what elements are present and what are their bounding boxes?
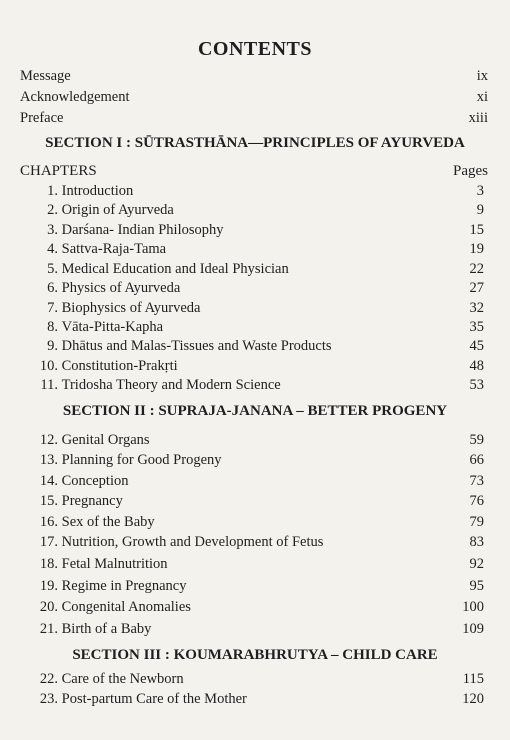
- chapter-title: Care of the Newborn: [61, 671, 184, 687]
- chapter-number: 20.: [39, 599, 58, 615]
- chapter-page: 95: [469, 578, 484, 594]
- chapter-page: 27: [469, 280, 484, 296]
- chapter-title: Vāta-Pitta-Kapha: [61, 319, 164, 335]
- chapter-row: [38, 578, 484, 595]
- pages-label: Pages: [453, 163, 488, 179]
- front-matter-label: Preface: [20, 110, 64, 126]
- chapter-row: [38, 222, 484, 239]
- chapter-row: [38, 556, 484, 573]
- chapter-page: 22: [469, 261, 484, 277]
- chapter-number: 23.: [39, 691, 58, 707]
- chapter-number: 16.: [39, 514, 58, 530]
- page-title: CONTENTS: [197, 38, 313, 60]
- chapter-number: 4.: [47, 241, 58, 257]
- chapter-row: [38, 671, 484, 688]
- front-matter-row: [20, 89, 488, 106]
- chapter-number: 21.: [39, 621, 58, 637]
- chapter-page: 109: [462, 621, 484, 637]
- chapter-row: [38, 621, 484, 638]
- chapter-title: Sex of the Baby: [61, 514, 155, 530]
- chapter-row: [38, 338, 484, 355]
- chapter-row: [38, 377, 484, 394]
- chapter-page: 19: [469, 241, 484, 257]
- chapter-page: 45: [469, 338, 484, 354]
- front-matter-label: Acknowledgement: [20, 89, 130, 105]
- chapter-number: 1.: [47, 183, 58, 199]
- chapter-title: Regime in Pregnancy: [61, 578, 187, 594]
- chapter-row: [38, 452, 484, 469]
- chapter-page: 66: [469, 452, 484, 468]
- chapter-row: [38, 473, 484, 490]
- chapter-number: 3.: [47, 222, 58, 238]
- chapter-row: [38, 300, 484, 317]
- chapter-page: 115: [462, 671, 484, 687]
- chapter-title: Physics of Ayurveda: [61, 280, 181, 296]
- chapter-row: [38, 514, 484, 531]
- chapter-row: [38, 261, 484, 278]
- chapter-row: [38, 358, 484, 375]
- chapter-page: 120: [462, 691, 484, 707]
- chapter-title: Genital Organs: [61, 432, 150, 448]
- chapter-page: 9: [476, 202, 484, 218]
- chapter-number: 10.: [39, 358, 58, 374]
- chapter-row: [38, 280, 484, 297]
- chapter-page: 59: [469, 432, 484, 448]
- chapters-label: CHAPTERS: [20, 163, 97, 179]
- front-matter-label: Message: [20, 68, 71, 84]
- chapter-page: 92: [469, 556, 484, 572]
- front-matter-row: [20, 110, 488, 127]
- chapter-page: 15: [469, 222, 484, 238]
- chapter-title: Post-partum Care of the Mother: [61, 691, 247, 707]
- chapter-title: Biophysics of Ayurveda: [61, 300, 201, 316]
- chapter-page: 48: [469, 358, 484, 374]
- chapter-title: Planning for Good Progeny: [61, 452, 222, 468]
- chapter-title: Nutrition, Growth and Development of Fetus: [61, 534, 324, 550]
- chapter-number: 8.: [47, 319, 58, 335]
- chapter-number: 5.: [47, 261, 58, 277]
- chapter-number: 13.: [39, 452, 58, 468]
- chapter-page: 73: [469, 473, 484, 489]
- chapter-title: Conception: [61, 473, 129, 489]
- section-heading: SECTION I : SŪTRASTHĀNA—PRINCIPLES OF AYURVEDA: [45, 135, 465, 151]
- chapter-page: 79: [469, 514, 484, 530]
- section-heading: SECTION III : KOUMARABHRUTYA – CHILD CARE: [72, 647, 438, 663]
- chapter-row: [38, 241, 484, 258]
- front-matter-page: xiii: [468, 110, 488, 126]
- chapter-title: Sattva-Raja-Tama: [61, 241, 167, 257]
- chapter-row: [38, 432, 484, 449]
- chapter-row: [38, 534, 484, 551]
- chapter-number: 9.: [47, 338, 58, 354]
- chapter-row: [38, 202, 484, 219]
- front-matter-row: [20, 68, 488, 85]
- chapter-number: 15.: [39, 493, 58, 509]
- chapters-header: [20, 163, 488, 180]
- chapter-title: Birth of a Baby: [61, 621, 152, 637]
- chapter-row: [38, 319, 484, 336]
- chapter-row: [38, 183, 484, 200]
- chapter-page: 83: [469, 534, 484, 550]
- chapter-title: Constitution-Prakṛti: [61, 358, 178, 374]
- chapter-number: 19.: [39, 578, 58, 594]
- chapter-number: 7.: [47, 300, 58, 316]
- chapter-number: 18.: [39, 556, 58, 572]
- chapter-title: Fetal Malnutrition: [61, 556, 168, 572]
- chapter-page: 32: [469, 300, 484, 316]
- chapter-number: 6.: [47, 280, 58, 296]
- chapter-number: 2.: [47, 202, 58, 218]
- chapter-page: 100: [462, 599, 484, 615]
- chapter-number: 11.: [40, 377, 58, 393]
- chapter-number: 17.: [39, 534, 58, 550]
- chapter-title: Darśana- Indian Philosophy: [61, 222, 224, 238]
- chapter-title: Dhātus and Malas-Tissues and Waste Products: [61, 338, 332, 354]
- chapter-page: 3: [476, 183, 484, 199]
- chapter-number: 12.: [39, 432, 58, 448]
- chapter-row: [38, 691, 484, 708]
- chapter-page: 76: [469, 493, 484, 509]
- chapter-title: Tridosha Theory and Modern Science: [61, 377, 281, 393]
- chapter-page: 53: [469, 377, 484, 393]
- chapter-title: Congenital Anomalies: [61, 599, 191, 615]
- chapter-title: Medical Education and Ideal Physician: [61, 261, 289, 277]
- chapter-title: Introduction: [61, 183, 134, 199]
- front-matter-page: ix: [476, 68, 488, 84]
- front-matter-page: xi: [476, 89, 488, 105]
- chapter-row: [38, 493, 484, 510]
- chapter-number: 14.: [39, 473, 58, 489]
- chapter-title: Pregnancy: [61, 493, 123, 509]
- chapter-page: 35: [469, 319, 484, 335]
- chapter-row: [38, 599, 484, 616]
- chapter-number: 22.: [39, 671, 58, 687]
- chapter-title: Origin of Ayurveda: [61, 202, 174, 218]
- section-heading: SECTION II : SUPRAJA-JANANA – BETTER PROGENY: [62, 403, 448, 419]
